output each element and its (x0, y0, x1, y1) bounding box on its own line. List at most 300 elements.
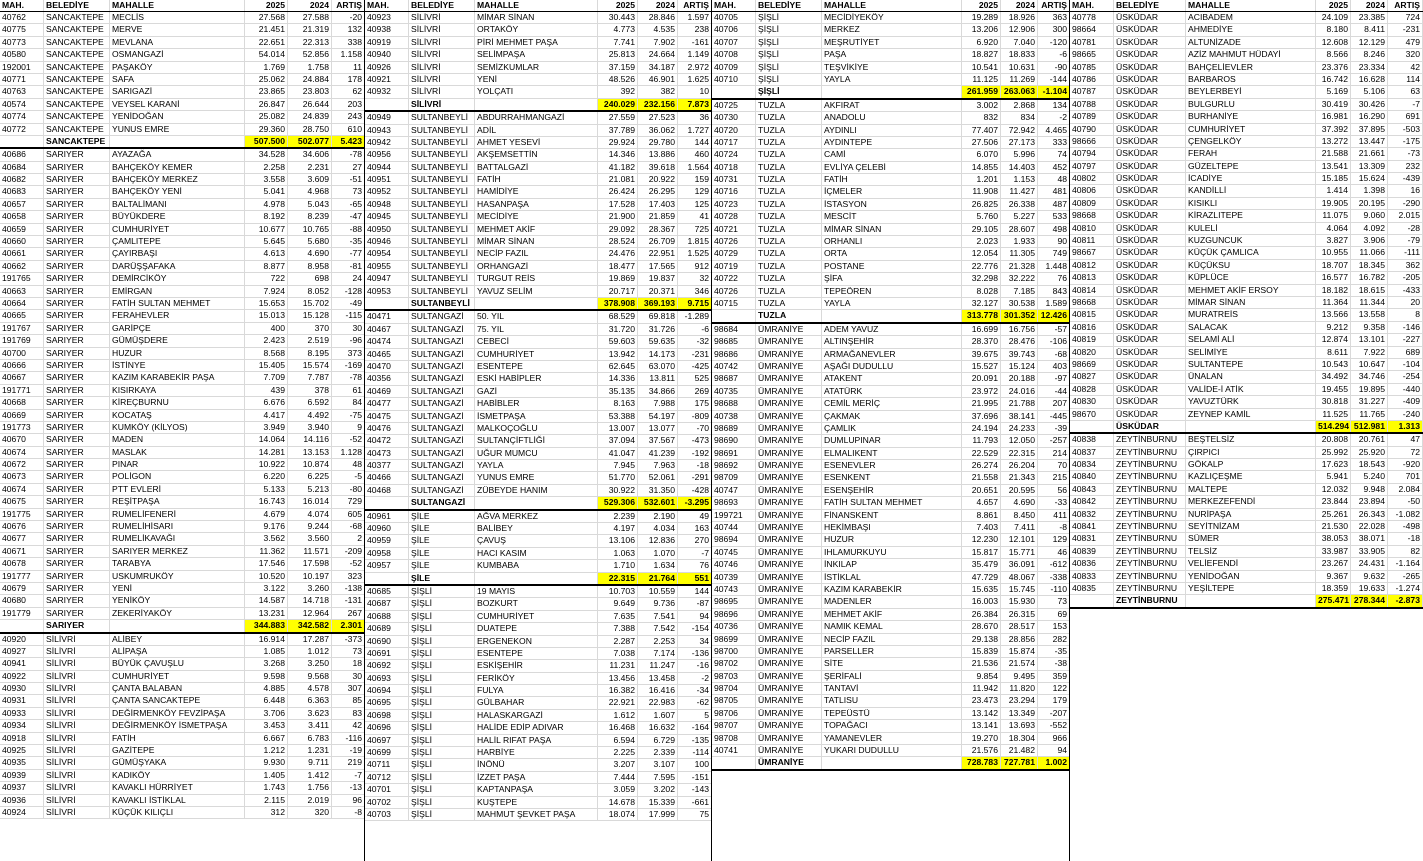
table-row (365, 398, 712, 410)
cell-y2025: 28.524 (598, 236, 638, 247)
cell-mah: 40580 (0, 49, 44, 60)
table-row (365, 460, 712, 472)
cell-y2025: 31.720 (598, 324, 638, 335)
cell-belediye: SARIYER (44, 335, 110, 346)
header-row (0, 0, 365, 12)
cell-artis: 1.564 (678, 162, 712, 173)
cell-belediye: SİLİVRİ (409, 74, 475, 85)
cell-artis: 63 (1388, 86, 1423, 97)
cell-belediye: SARIYER (44, 546, 110, 557)
table-row (365, 448, 712, 460)
cell-y2024: 7.902 (638, 37, 678, 48)
cell-y2024: 9.568 (288, 671, 332, 682)
cell-y2025: 17.623 (1316, 459, 1351, 470)
total-2024: 278.344 (1351, 595, 1388, 606)
cell-belediye: ÜSKÜDAR (1114, 371, 1186, 382)
table-row (0, 49, 365, 61)
table-row (365, 149, 712, 161)
cell-y2025: 9.367 (1316, 571, 1351, 582)
cell-y2025: 11.908 (962, 186, 1001, 197)
cell-y2025: 23.267 (1316, 558, 1351, 569)
table-row (365, 12, 712, 24)
cell-y2024: 370 (288, 323, 332, 334)
cell-mahalle: IHLAMURKUYU (822, 547, 962, 558)
cell-belediye: SİLİVRİ (44, 720, 110, 731)
cell-y2025: 25.813 (598, 49, 638, 60)
cell-artis: -75 (332, 410, 365, 421)
cell-artis: -18 (1388, 533, 1423, 544)
cell-belediye: SULTANBEYLİ (409, 186, 475, 197)
cell-y2025: 34.528 (245, 149, 288, 160)
cell-y2025: 11.942 (962, 683, 1001, 694)
cell-y2025: 47.729 (962, 572, 1001, 583)
cell-belediye: SİLİVRİ (409, 37, 475, 48)
table-row (365, 535, 712, 547)
cell-y2024: 12.101 (1001, 534, 1038, 545)
cell-mah: 40812 (1070, 260, 1114, 271)
cell-mah: 40810 (1070, 223, 1114, 234)
cell-mah: 40695 (365, 697, 409, 708)
cell-y2025: 15.653 (245, 298, 288, 309)
cell-y2024: 5.996 (1001, 149, 1038, 160)
cell-mahalle: KÜPLÜCE (1186, 272, 1316, 283)
cell-artis: -34 (678, 685, 712, 696)
cell-mahalle (475, 497, 598, 508)
cell-mah: 40685 (365, 586, 409, 597)
cell-mahalle: YAYLA (822, 74, 962, 85)
cell-mahalle: VALİDE-İ ATİK (1186, 384, 1316, 395)
table-row (1070, 185, 1423, 197)
cell-mah: 40842 (1070, 496, 1114, 507)
cell-artis: -138 (332, 583, 365, 594)
cell-artis: 691 (1388, 111, 1423, 122)
cell-belediye: SİLİVRİ (44, 671, 110, 682)
cell-y2024: 3.609 (288, 174, 332, 185)
cell-y2025: 4.197 (598, 523, 638, 534)
cell-artis: 605 (332, 509, 365, 520)
table-row (1070, 334, 1423, 346)
cell-belediye: ZEYTİNBURNU (1114, 459, 1186, 470)
cell-y2025: 9.212 (1316, 322, 1351, 333)
cell-y2024: 4.034 (638, 523, 678, 534)
cell-belediye: ŞİŞLİ (409, 611, 475, 622)
cell-mahalle: 19 MAYIS (475, 586, 598, 597)
cell-mah: 98707 (712, 720, 756, 731)
cell-y2025: 439 (245, 385, 288, 396)
cell-y2024: 14.718 (288, 595, 332, 606)
cell-mahalle: ESENTEPE (475, 648, 598, 659)
table-row (1070, 571, 1423, 583)
cell-belediye: ÜMRANİYE (756, 336, 822, 347)
cell-y2024: 3.940 (288, 422, 332, 433)
cell-mah: 40743 (712, 584, 756, 595)
cell-y2025: 20.717 (598, 286, 638, 297)
cell-mah: 40701 (365, 784, 409, 795)
cell-artis: -205 (1388, 272, 1423, 283)
total-2025: 275.471 (1318, 595, 1350, 606)
cell-artis: 2 (332, 533, 365, 544)
table-row (712, 261, 1070, 273)
cell-artis: -80 (332, 484, 365, 495)
cell-mah: 40677 (0, 533, 44, 544)
cell-belediye: ÜMRANİYE (756, 349, 822, 360)
cell-belediye: ŞİŞLİ (409, 673, 475, 684)
cell-y2025: 23.376 (1316, 62, 1351, 73)
cell-y2025: 29.092 (598, 224, 638, 235)
cell-mahalle (822, 757, 962, 768)
cell-mahalle: KAZIM KARABEKİR (822, 584, 962, 595)
cell-belediye: SANCAKTEPE (44, 86, 110, 97)
cell-belediye: TUZLA (756, 162, 822, 173)
table-row (712, 621, 1070, 633)
cell-belediye: ŞİŞLİ (409, 598, 475, 609)
cell-mah: 199721 (712, 510, 756, 521)
cell-y2024: 7.922 (1351, 347, 1388, 358)
cell-mah: 40676 (0, 521, 44, 532)
cell-artis: 689 (1388, 347, 1423, 358)
cell-mah: 40741 (712, 745, 756, 756)
cell-belediye: TUZLA (756, 236, 822, 247)
cell-y2025: 11.125 (962, 74, 1001, 85)
cell-mahalle: POLİGON (110, 471, 245, 482)
cell-mahalle: PAŞA (822, 49, 962, 60)
cell-mahalle (110, 136, 245, 147)
table-row (0, 224, 365, 236)
cell-mahalle: İSTİKLAL (822, 572, 962, 583)
cell-belediye: ÜSKÜDAR (1114, 272, 1186, 283)
cell-mah: 40469 (365, 386, 409, 397)
cell-y2025: 27.568 (245, 12, 288, 23)
cell-belediye: SARIYER (44, 620, 110, 631)
cell-mah: 40710 (712, 74, 756, 85)
cell-y2024: 31.726 (638, 324, 678, 335)
cell-y2025: 17.546 (245, 558, 288, 569)
cell-y2025: 37.159 (598, 62, 638, 73)
cell-artis: 132 (332, 24, 365, 35)
header-y2025: 2025 (962, 0, 1001, 11)
cell-y2024: 46.901 (638, 74, 678, 85)
table-row (365, 286, 712, 298)
cell-y2025: 832 (962, 112, 1001, 123)
cell-mah: 40814 (1070, 285, 1114, 296)
cell-artis: 333 (1038, 137, 1070, 148)
cell-y2025: 1.085 (245, 646, 288, 657)
cell-belediye: ŞİŞLİ (409, 697, 475, 708)
cell-belediye: SULTANBEYLİ (409, 261, 475, 272)
table-row (712, 584, 1070, 596)
table-row (0, 422, 365, 434)
cell-mah: 191769 (0, 335, 44, 346)
table-row (712, 74, 1070, 86)
cell-artis: 232 (1388, 161, 1423, 172)
cell-y2024: 30.538 (1001, 298, 1038, 309)
cell-belediye: ÜSKÜDAR (1114, 49, 1186, 60)
cell-mahalle: ELMALIKENT (822, 448, 962, 459)
cell-belediye: ÜMRANİYE (756, 398, 822, 409)
cell-y2025: 29.924 (598, 137, 638, 148)
cell-y2025: 13.106 (598, 535, 638, 546)
cell-belediye: TUZLA (756, 186, 822, 197)
cell-mahalle: AHMEDİYE (1186, 24, 1316, 35)
header-artis: ARTIŞ (678, 0, 712, 11)
cell-y2025: 10.677 (245, 224, 288, 235)
table-row (365, 273, 712, 285)
cell-belediye: SARIYER (44, 410, 110, 421)
cell-artis: 1.448 (1038, 261, 1070, 272)
cell-artis: 144 (678, 586, 712, 597)
cell-y2024: 16.014 (288, 496, 332, 507)
cell-y2025: 68.529 (598, 311, 638, 322)
cell-y2025: 10.543 (1316, 359, 1351, 370)
cell-artis: 487 (1038, 199, 1070, 210)
table-row (0, 807, 365, 819)
table-row (712, 125, 1070, 137)
cell-mah: 40938 (365, 24, 409, 35)
table-row (712, 137, 1070, 149)
header-mah: MAH. (0, 0, 44, 11)
cell-mahalle: ÇAMLITEPE (110, 236, 245, 247)
cell-y2024: 21.343 (1001, 472, 1038, 483)
cell-belediye: ZEYTİNBURNU (1114, 521, 1186, 532)
total-row (0, 136, 365, 149)
table-row (1070, 161, 1423, 173)
cell-mahalle: CEMİL MERİÇ (822, 398, 962, 409)
cell-mahalle: TOPAĞACI (822, 720, 962, 731)
cell-mahalle: KULELİ (1186, 223, 1316, 234)
table-row (712, 411, 1070, 423)
total-row (712, 757, 1070, 770)
cell-y2024: 24.431 (1351, 558, 1388, 569)
table-row (1070, 447, 1423, 459)
cell-artis: 61 (332, 385, 365, 396)
table-row (0, 298, 365, 310)
cell-mahalle: BEŞTELSİZ (1186, 434, 1316, 445)
cell-y2024: 6.225 (288, 471, 332, 482)
cell-y2024: 3.411 (288, 720, 332, 731)
cell-artis: -111 (1388, 247, 1423, 258)
cell-mah: 40659 (0, 224, 44, 235)
cell-belediye: TUZLA (756, 248, 822, 259)
cell-belediye: ZEYTİNBURNU (1114, 546, 1186, 557)
cell-y2025: 30.443 (598, 12, 638, 23)
cell-mahalle: RUMELİFENERİ (110, 509, 245, 520)
cell-mah: 40707 (712, 37, 756, 48)
total-2025: 378.908 (598, 298, 638, 309)
cell-artis: -227 (1388, 334, 1423, 345)
cell-mahalle: CAMİ (822, 149, 962, 160)
table-row (365, 759, 712, 771)
cell-artis: -7 (332, 770, 365, 781)
table-row (365, 673, 712, 685)
cell-mah: 40937 (0, 782, 44, 793)
cell-y2024: 39.743 (1001, 349, 1038, 360)
cell-mah: 40763 (0, 86, 44, 97)
cell-y2025: 1.201 (962, 174, 1001, 185)
table-row (0, 186, 365, 198)
cell-y2025: 23.844 (1316, 496, 1351, 507)
cell-y2024: 7.185 (1001, 286, 1038, 297)
cell-y2024: 21.859 (638, 211, 678, 222)
cell-y2025: 20.651 (962, 485, 1001, 496)
cell-belediye: ŞİŞLİ (409, 772, 475, 783)
cell-mah: 40694 (365, 685, 409, 696)
cell-belediye: SİLİVRİ (409, 86, 475, 97)
cell-belediye: SARIYER (44, 286, 110, 297)
cell-y2024: 16.782 (1351, 272, 1388, 283)
cell-y2024: 54.197 (638, 411, 678, 422)
cell-mah: 40689 (365, 623, 409, 634)
cell-y2025: 14.336 (598, 373, 638, 384)
cell-y2024: 18.304 (1001, 733, 1038, 744)
cell-y2025: 37.789 (598, 125, 638, 136)
cell-y2024: 15.930 (1001, 596, 1038, 607)
cell-y2025: 54.014 (245, 49, 288, 60)
cell-y2025: 7.741 (598, 37, 638, 48)
cell-belediye: TUZLA (756, 310, 822, 321)
cell-y2025: 13.231 (245, 608, 288, 619)
cell-y2024: 17.598 (288, 558, 332, 569)
cell-y2024: 15.574 (288, 360, 332, 371)
table-row (1070, 235, 1423, 247)
cell-mahalle: İCADİYE (1186, 173, 1316, 184)
cell-belediye: ŞİLE (409, 548, 475, 559)
cell-y2024: 21.574 (1001, 658, 1038, 669)
cell-y2025: 21.900 (598, 211, 638, 222)
cell-belediye: SARIYER (44, 496, 110, 507)
cell-belediye: ÜMRANİYE (756, 534, 822, 545)
cell-mah: 98666 (1070, 136, 1114, 147)
table-row (0, 111, 365, 123)
cell-mah: 40932 (365, 86, 409, 97)
cell-belediye: SULTANBEYLİ (409, 162, 475, 173)
cell-y2025: 22.529 (962, 448, 1001, 459)
table-row (0, 86, 365, 98)
cell-mah: 40726 (712, 236, 756, 247)
cell-mah: 40949 (365, 112, 409, 123)
table-row (1070, 471, 1423, 483)
cell-artis: 1.815 (678, 236, 712, 247)
cell-artis: -661 (678, 797, 712, 808)
cell-y2025: 21.451 (245, 24, 288, 35)
cell-belediye: SİLİVRİ (409, 49, 475, 60)
cell-mahalle: HEKİMBAŞI (822, 522, 962, 533)
cell-belediye: ZEYTİNBURNU (1114, 558, 1186, 569)
cell-y2024: 3.202 (638, 784, 678, 795)
cell-mah: 40674 (0, 484, 44, 495)
cell-y2025: 4.613 (245, 248, 288, 259)
total-2024: 532.601 (638, 497, 678, 508)
table-row (0, 397, 365, 409)
cell-y2025: 15.635 (962, 584, 1001, 595)
cell-belediye: ŞİŞLİ (756, 24, 822, 35)
cell-artis: -115 (332, 310, 365, 321)
cell-y2024: 11.344 (1351, 297, 1388, 308)
cell-belediye: TUZLA (756, 224, 822, 235)
cell-artis: 69 (1038, 609, 1070, 620)
cell-artis: 338 (332, 37, 365, 48)
cell-artis: -373 (332, 634, 365, 645)
cell-y2025: 19.455 (1316, 384, 1351, 395)
cell-artis: -473 (678, 435, 712, 446)
cell-artis: 207 (1038, 398, 1070, 409)
cell-belediye: SULTANGAZİ (409, 448, 475, 459)
cell-mah: 40836 (1070, 558, 1114, 569)
cell-belediye: ZEYTİNBURNU (1114, 583, 1186, 594)
cell-belediye: SİLİVRİ (409, 12, 475, 23)
cell-y2025: 6.676 (245, 397, 288, 408)
table-row (365, 710, 712, 722)
cell-y2025: 27.559 (598, 112, 638, 123)
cell-mah: 40671 (0, 546, 44, 557)
header-mahalle: MAHALLE (1186, 0, 1316, 11)
table-row (712, 373, 1070, 385)
cell-y2025: 15.817 (962, 547, 1001, 558)
cell-mahalle: ACIBADEM (1186, 12, 1316, 23)
cell-belediye: SARIYER (44, 310, 110, 321)
cell-y2025: 34.492 (1316, 371, 1351, 382)
cell-mah (365, 497, 409, 508)
total-2024: 502.077 (288, 136, 332, 147)
cell-mahalle: KÜÇÜK ÇAMLICA (1186, 247, 1316, 258)
cell-belediye: ŞİŞLİ (409, 747, 475, 758)
cell-y2025: 16.981 (1316, 111, 1351, 122)
cell-belediye: SİLİVRİ (44, 634, 110, 645)
table-row (1070, 124, 1423, 136)
cell-mah: 98705 (712, 695, 756, 706)
cell-y2024: 8.052 (288, 286, 332, 297)
table-row (712, 199, 1070, 211)
cell-belediye: ÜSKÜDAR (1114, 235, 1186, 246)
cell-mahalle: ALTUNİZADE (1186, 37, 1316, 48)
cell-mahalle: YUKARI DUDULLU (822, 745, 962, 756)
cell-y2025: 4.417 (245, 410, 288, 421)
cell-mahalle: BURHANİYE (1186, 111, 1316, 122)
cell-mah: 40705 (712, 12, 756, 23)
total-2024: 512.981 (1351, 421, 1388, 432)
cell-belediye: SİLİVRİ (44, 757, 110, 768)
cell-belediye: SULTANGAZİ (409, 435, 475, 446)
cell-belediye: SULTANGAZİ (409, 324, 475, 335)
cell-mah: 98669 (1070, 359, 1114, 370)
cell-mah: 40762 (0, 12, 44, 23)
cell-artis: 73 (1038, 596, 1070, 607)
cell-mahalle: NECİP FAZIL (475, 248, 598, 259)
cell-y2024: 7.787 (288, 372, 332, 383)
cell-mahalle: DUATEPE (475, 623, 598, 634)
table-row (1070, 74, 1423, 86)
cell-y2024: 27.173 (1001, 137, 1038, 148)
cell-belediye: SARIYER (44, 199, 110, 210)
cell-y2025: 30.419 (1316, 99, 1351, 110)
cell-y2025: 3.453 (245, 720, 288, 731)
cell-mahalle: ESENKENT (822, 472, 962, 483)
cell-y2025: 27.506 (962, 137, 1001, 148)
cell-artis: -409 (1388, 396, 1423, 407)
cell-belediye: ÜMRANİYE (756, 596, 822, 607)
cell-mah: 40774 (0, 111, 44, 122)
cell-y2025: 13.141 (962, 720, 1001, 731)
cell-mah: 40702 (365, 797, 409, 808)
cell-mah: 98692 (712, 460, 756, 471)
cell-y2024: 24.839 (288, 111, 332, 122)
table-row (365, 162, 712, 174)
total-artis: 5.423 (332, 136, 365, 147)
cell-y2024: 23.294 (1001, 695, 1038, 706)
table-row (0, 558, 365, 570)
cell-y2025: 28.670 (962, 621, 1001, 632)
cell-belediye: TUZLA (756, 261, 822, 272)
cell-y2024: 5.240 (1351, 471, 1388, 482)
